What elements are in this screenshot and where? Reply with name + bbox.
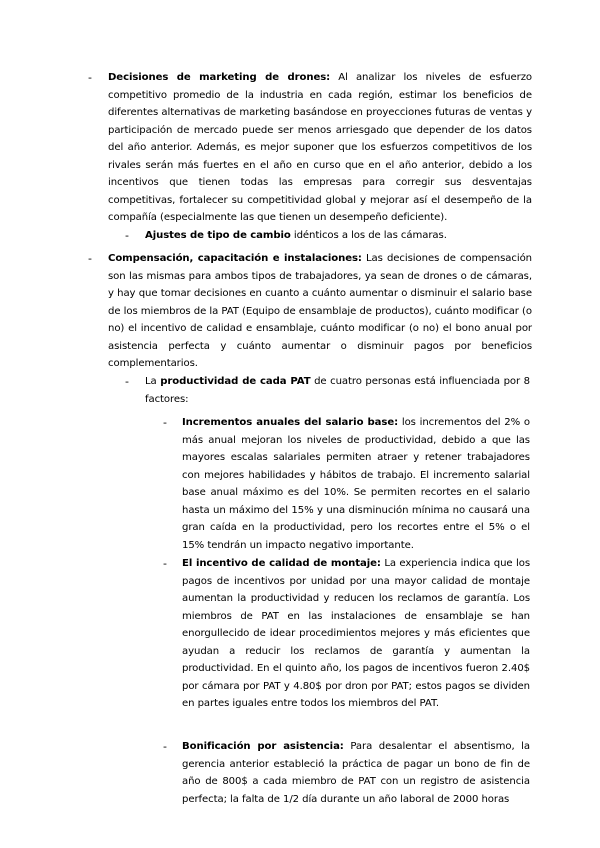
list-item-quality-incentive xyxy=(163,555,530,713)
list-item-productivity xyxy=(125,373,530,408)
prefix-productivity: La xyxy=(145,376,161,387)
heading-exchange-rate: Ajustes de tipo de cambio xyxy=(145,230,291,241)
heading-attendance-bonus: Bonificación por asistencia: xyxy=(182,741,344,752)
list-item-exchange-rate xyxy=(125,227,530,245)
body-quality-incentive: La experiencia indica que los pagos de incentivos por unidad por una mayor calidad de montaje aumentan la productividad y reducen los reclamos de garantía. Los miembros de PAT en las instalaciones de ensamblaje se han enorgullecido de idear procedimientos mejores y más eficientes que ayudan a reducir los reclamos de garantía y aumentan la productividad. En el quinto año, los pagos de incentivos fueron 2.40$ por cámara por PAT y 4.80$ por dron por PAT; estos pagos se dividen en partes iguales entre todos los miembros del PAT. xyxy=(182,558,530,710)
list-item-compensation xyxy=(88,250,532,373)
heading-drones-marketing: Decisiones de marketing de drones: xyxy=(108,72,331,83)
heading-quality-incentive: El incentivo de calidad de montaje: xyxy=(182,558,381,569)
paragraph-salary-increases xyxy=(182,414,530,554)
bullet-dash: - xyxy=(125,375,129,388)
bullet-dash: - xyxy=(88,252,92,265)
paragraph-compensation xyxy=(108,250,532,373)
paragraph-productivity xyxy=(145,373,530,408)
body-productivity: de cuatro personas está influenciada por 8 factores: xyxy=(145,376,530,405)
body-exchange-rate: idénticos a los de las cámaras. xyxy=(290,230,447,241)
heading-productivity: productividad de cada PAT xyxy=(160,376,311,387)
body-attendance-bonus: Para desalentar el absentismo, la gerencia anterior estableció la práctica de pagar un bono de fin de año de 800$ a cada miembro de PAT con un registro de asistencia perfecta; la falta de 1/2 día durante un año laboral de 2000 horas xyxy=(182,741,530,805)
paragraph-drones-marketing xyxy=(108,69,532,227)
body-drones-marketing: Al analizar los niveles de esfuerzo competitivo promedio de la industria en cada región, estimar los beneficios de diferentes alternativas de marketing basándose en proyecciones futuras de ventas y participación de mercado puede ser menos arriesgado que depender de los datos del año anterior. Además, es mejor suponer que los esfuerzos competitivos de los rivales serán más fuertes en el año en curso que en el año anterior, debido a los incentivos que tienen todas las empresas para corregir sus desventajas competitivas, fortalecer su competitividad global y mejorar así el desempeño de la compañía (especialmente las que tienen un desempeño deficiente). xyxy=(108,72,533,224)
bullet-dash: - xyxy=(163,740,167,753)
paragraph-exchange-rate xyxy=(145,227,530,245)
body-salary-increases: los incrementos del 2% o más anual mejoran los niveles de productividad, debido a que las mayores escalas salariales permiten atraer y retener trabajadores con mejores habilidades y hábitos de trabajo. El incremento salarial base anual máximo es del 10%. Se permiten recortes en el salario hasta un máximo del 15% y una disminución mínima no causará una gran caída en la productividad, pero los recortes entre el 5% o el 15% tendrán un impacto negativo importante. xyxy=(182,417,530,551)
heading-compensation: Compensación, capacitación e instalaciones: xyxy=(108,253,362,264)
bullet-dash: - xyxy=(163,416,167,429)
list-item-salary-increases xyxy=(163,414,530,554)
heading-salary-increases: Incrementos anuales del salario base: xyxy=(182,417,399,428)
bullet-dash: - xyxy=(163,557,167,570)
paragraph-quality-incentive xyxy=(182,555,530,713)
list-item-drones-marketing xyxy=(88,69,533,227)
bullet-dash: - xyxy=(88,71,92,84)
list-item-attendance-bonus xyxy=(163,738,530,808)
paragraph-attendance-bonus xyxy=(182,738,530,808)
bullet-dash: - xyxy=(125,229,129,242)
body-compensation: Las decisiones de compensación son las mismas para ambos tipos de trabajadores, ya sean de drones o de cámaras, y hay que tomar decisiones en cuanto a cuánto aumentar o disminuir el salario base de los miembros de la PAT (Equipo de ensamblaje de productos), cuánto modificar (o no) el incentivo de calidad e ensamblaje, cuánto modificar (o no) el bono anual por asistencia perfecta y cuánto aumentar o disminuir pagos por beneficios complementarios. xyxy=(108,253,532,370)
